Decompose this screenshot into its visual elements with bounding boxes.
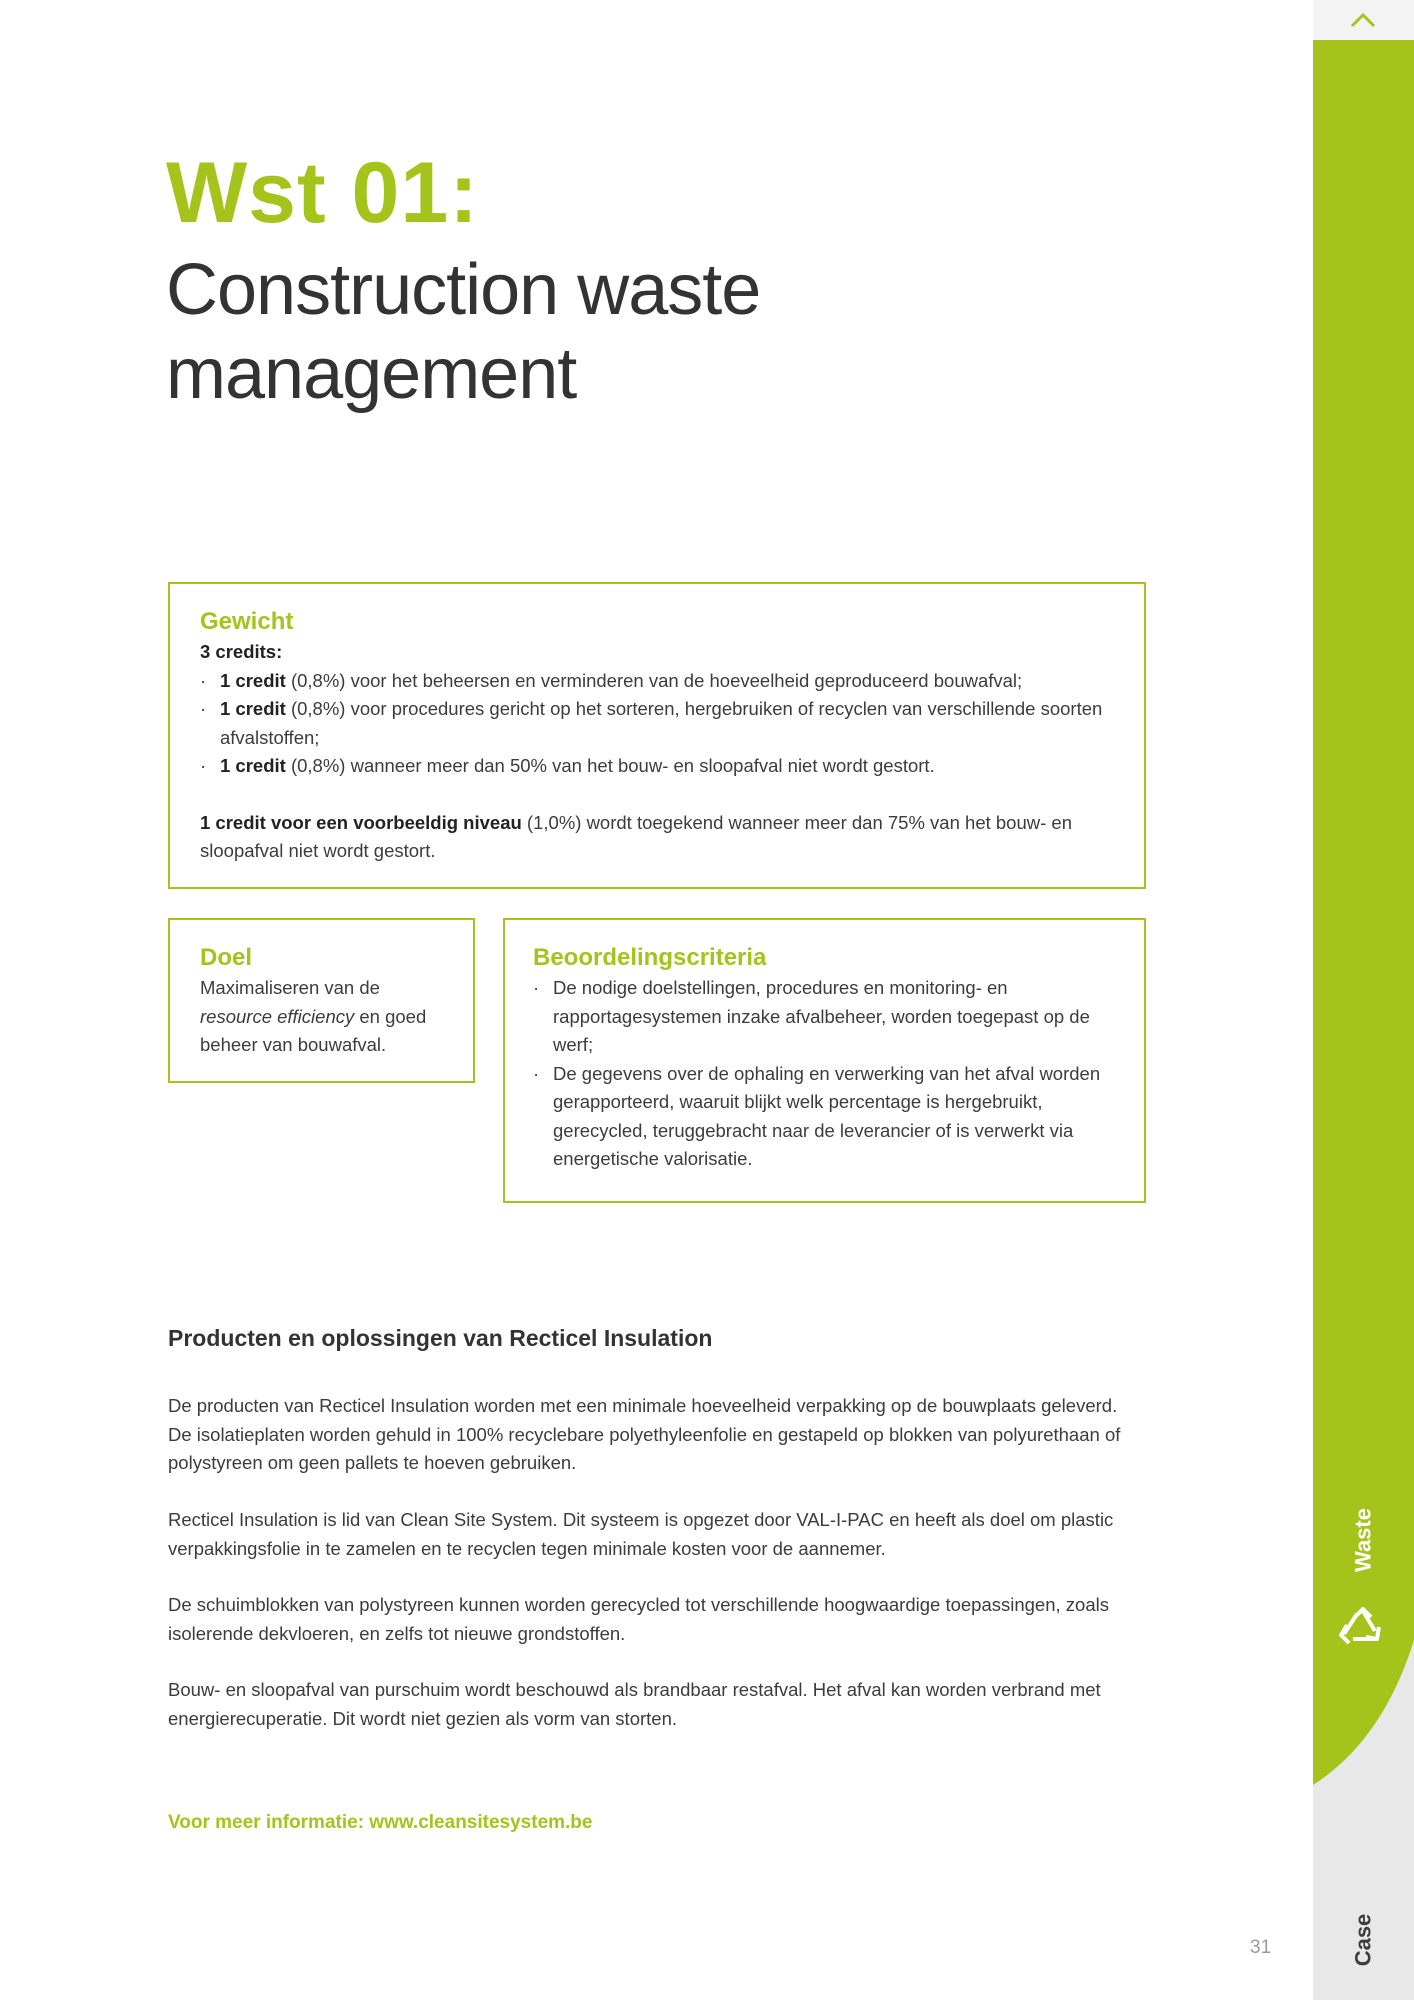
chevron-up-icon[interactable] [1348,8,1378,32]
credits-label: 3 credits: [200,641,283,662]
exemplary-credit: 1 credit voor een voorbeeldig niveau (1,0%) wordt toegekend wanneer meer dan 75% van het bouw- en sloopafval niet wordt gestort. [200,811,1072,861]
page-title-line2: management [166,334,577,414]
sidebar-green-tab[interactable] [1313,40,1414,2000]
page-title-line1: Construction waste [166,250,761,330]
page-title [166,248,866,416]
criteria-list [533,974,1116,1174]
list-item: · 1 credit (0,8%) wanneer meer dan 50% van het bouw- en sloopafval niet wordt gestort. [200,752,1114,781]
sidebar [1313,40,1414,2000]
more-info-link[interactable]: Voor meer informatie: www.cleansitesystem.be [168,1812,593,1833]
page-number: 31 [1250,1937,1272,1958]
recycle-icon [1335,1605,1391,1661]
list-item: · De gegevens over de ophaling en verwerking van het afval worden gerapporteerd, waaruit blijkt welk percentage is hergebruikt, gerecycled, teruggebracht naar de leverancier of is verwerkt via energetische valorisatie. [533,1060,1116,1174]
products-paragraph: Bouw- en sloopafval van purschuim wordt beschouwd als brandbaar restafval. Het afval kan worden verbrand met energierecuperatie. Dit wordt niet gezien als vorm van storten. [168,1679,1101,1729]
list-item: · 1 credit (0,8%) voor procedures gericht op het sorteren, hergebruiken of recyclen van verschillende soorten afvalstoffen; [200,695,1114,752]
beoordeling-box [503,918,1146,1203]
criterion-code: Wst 01: [166,145,479,241]
gewicht-box [168,582,1146,889]
tab-waste[interactable]: Waste [1350,1508,1376,1572]
products-heading: Producten en oplossingen van Recticel Insulation [168,1325,713,1351]
list-item: · 1 credit (0,8%) voor het beheersen en verminderen van de hoeveelheid geproduceerd bouwafval; [200,667,1114,696]
products-paragraph: De schuimblokken van polystyreen kunnen worden gerecycled tot verschillende hoogwaardige toepassingen, zoals isolerende dekvloeren, en zelfs tot nieuwe grondstoffen. [168,1594,1109,1644]
products-paragraph: De producten van Recticel Insulation worden met een minimale hoeveelheid verpakking op de bouwplaats geleverd. De isolatieplaten worden gehuld in 100% recyclebare polyethyleenfolie en gestapeld op blokken van polyurethaan of polystyreen om geen pallets te hoeven gebruiken. [168,1395,1121,1473]
doel-heading: Doel [200,944,253,971]
doel-text: Maximaliseren van de resource efficiency en goed beheer van bouwafval. [200,977,427,1055]
gewicht-heading: Gewicht [200,608,294,635]
products-paragraph: Recticel Insulation is lid van Clean Site System. Dit systeem is opgezet door VAL-I-PAC en heeft als doel om plastic verpakkingsfolie in te zamelen en te recyclen tegen minimale kosten voor de aannemer. [168,1509,1114,1559]
credits-list [200,667,1114,781]
tab-case[interactable]: Case [1350,1913,1376,1967]
list-item: · De nodige doelstellingen, procedures en monitoring- en rapportagesystemen inzake afvalbeheer, worden toegepast op de werf; [533,974,1116,1060]
beoordeling-heading: Beoordelingscriteria [533,944,767,971]
doel-box [168,918,475,1083]
